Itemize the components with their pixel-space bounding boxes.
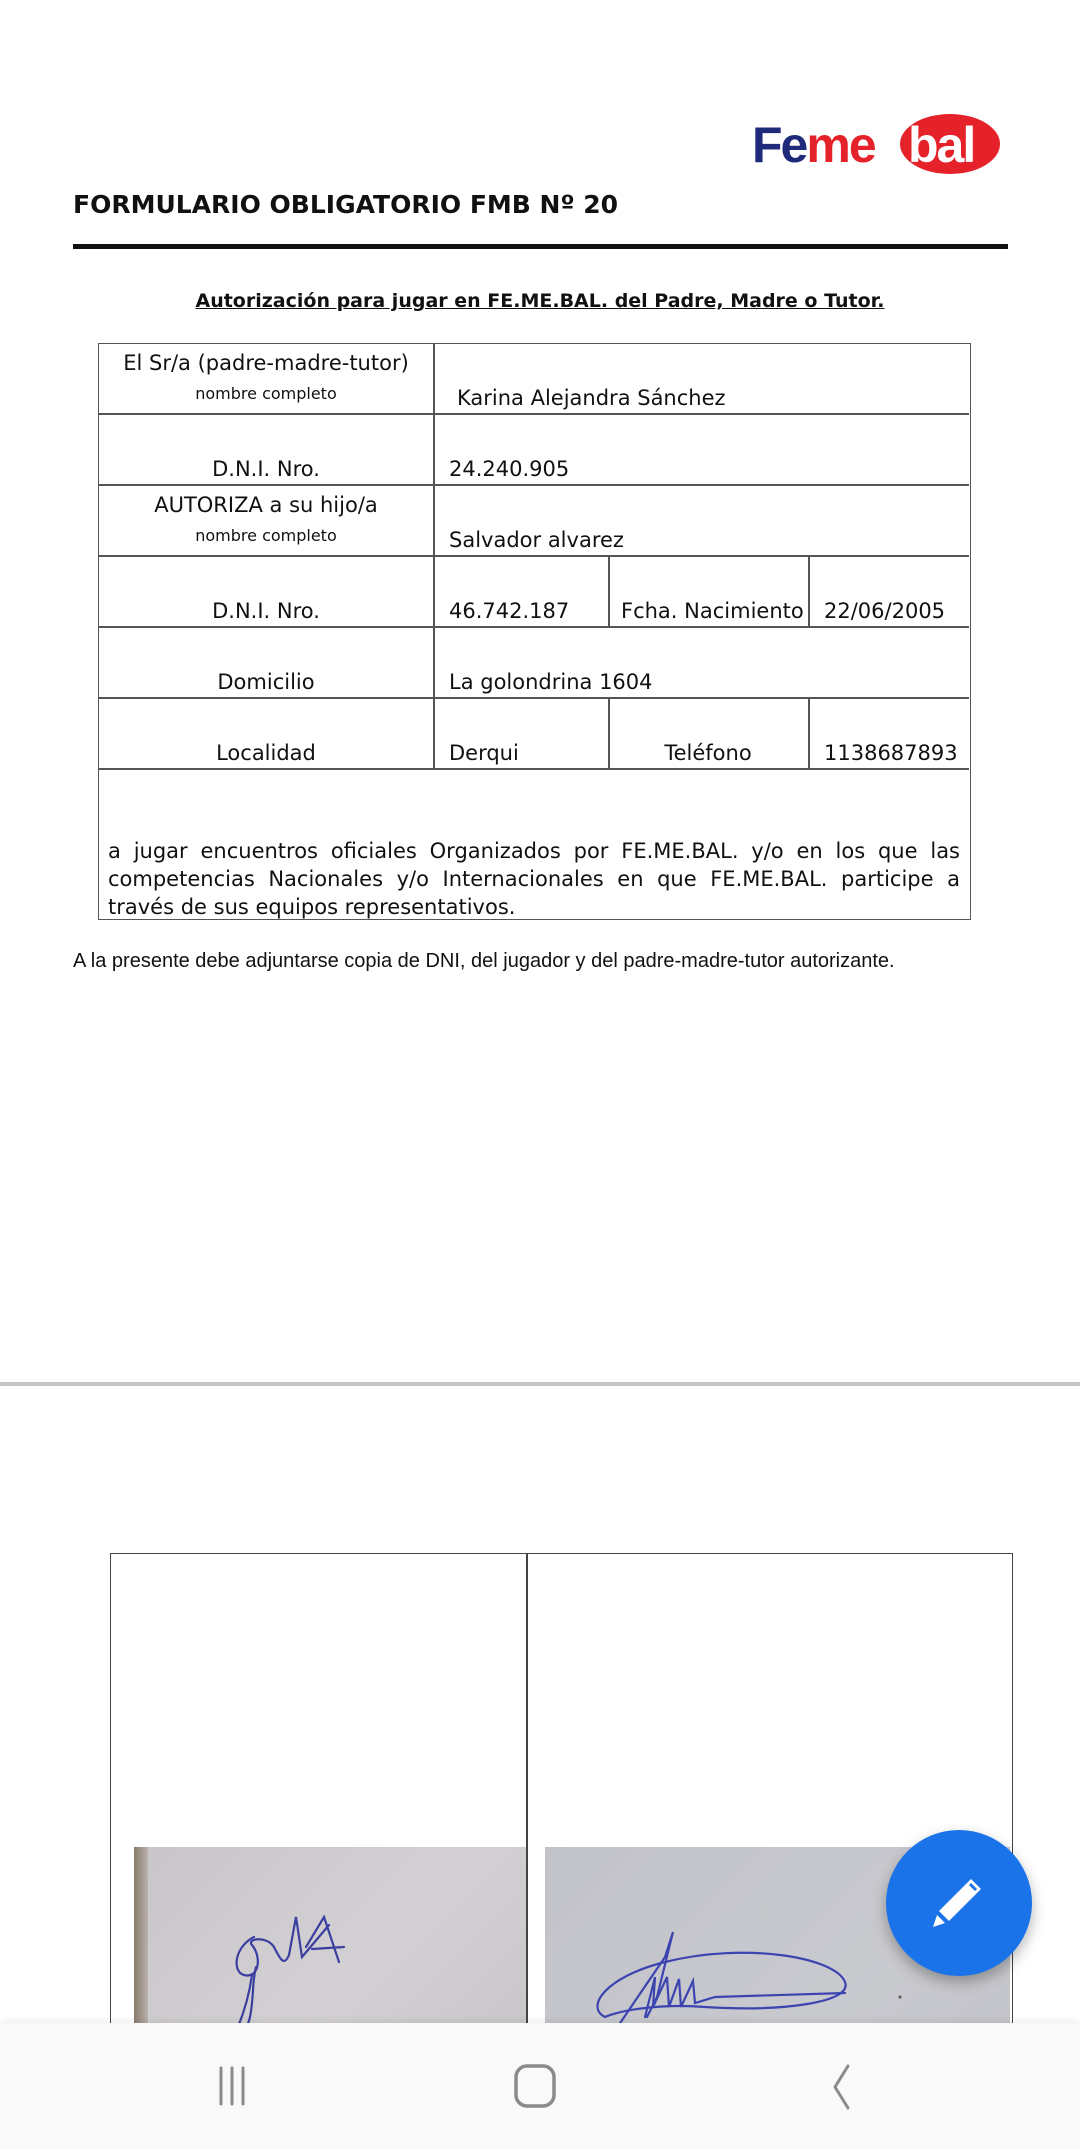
row-divider — [99, 413, 969, 415]
logo-fe: Fe — [752, 117, 807, 173]
femebal-logo — [748, 108, 1006, 178]
form-title: FORMULARIO OBLIGATORIO FMB Nº 20 — [73, 190, 619, 219]
recents-button[interactable] — [193, 2061, 273, 2111]
col-divider — [608, 555, 610, 627]
android-nav-bar — [0, 2023, 1080, 2149]
logo-bal: bal — [908, 117, 975, 173]
pencil-icon — [927, 1871, 991, 1935]
birth-date: 22/06/2005 — [824, 599, 946, 623]
row-divider — [99, 697, 969, 699]
locality-label: Localidad — [216, 741, 316, 765]
logo-me: me — [806, 117, 875, 173]
guardian-dni: 24.240.905 — [449, 457, 570, 481]
col-divider — [808, 555, 810, 627]
back-icon — [818, 2062, 858, 2110]
row-divider — [99, 484, 969, 486]
guardian-label: El Sr/a (padre-madre-tutor) — [123, 351, 409, 375]
address: La golondrina 1604 — [449, 670, 653, 694]
row-divider — [99, 626, 969, 628]
guardian-sublabel: nombre completo — [195, 384, 337, 403]
back-button[interactable] — [798, 2061, 878, 2111]
home-icon — [513, 2062, 557, 2110]
recents-icon — [213, 2064, 253, 2108]
edit-fab-button[interactable] — [886, 1830, 1032, 1976]
child-label: AUTORIZA a su hijo/a — [154, 493, 378, 517]
authorization-text: a jugar encuentros oficiales Organizados por FE.ME.BAL. y/o en los que las competencias Nacionales y/o Internacionales en que FE.ME.BAL. participe a través de sus equipos representativos. — [108, 839, 960, 919]
locality: Derqui — [449, 741, 519, 765]
col-divider — [433, 344, 435, 769]
logo-text — [752, 116, 875, 174]
signature-table — [110, 1553, 1013, 2033]
ink-dot — [899, 1996, 902, 1999]
home-button[interactable] — [495, 2061, 575, 2111]
authorization-table — [98, 343, 971, 920]
title-rule — [73, 244, 1008, 249]
phone-label: Teléfono — [664, 741, 752, 765]
row-divider — [99, 555, 969, 557]
row-divider — [99, 768, 969, 770]
address-label: Domicilio — [217, 670, 315, 694]
child-sublabel: nombre completo — [195, 526, 337, 545]
col-divider — [526, 1554, 528, 2034]
form-subtitle: Autorización para jugar en FE.ME.BAL. del Padre, Madre o Tutor. — [195, 290, 885, 312]
guardian-name: Karina Alejandra Sánchez — [457, 386, 726, 410]
phone: 1138687893 — [824, 741, 958, 765]
col-divider — [808, 697, 810, 769]
attachment-note: A la presente debe adjuntarse copia de DNI, del jugador y del padre-madre-tutor autorizante. — [73, 950, 895, 972]
birth-date-label: Fcha. Nacimiento — [621, 599, 804, 623]
child-dni: 46.742.187 — [449, 599, 570, 623]
child-dni-label: D.N.I. Nro. — [212, 599, 320, 623]
child-name: Salvador alvarez — [449, 528, 624, 552]
guardian-dni-label: D.N.I. Nro. — [212, 457, 320, 481]
